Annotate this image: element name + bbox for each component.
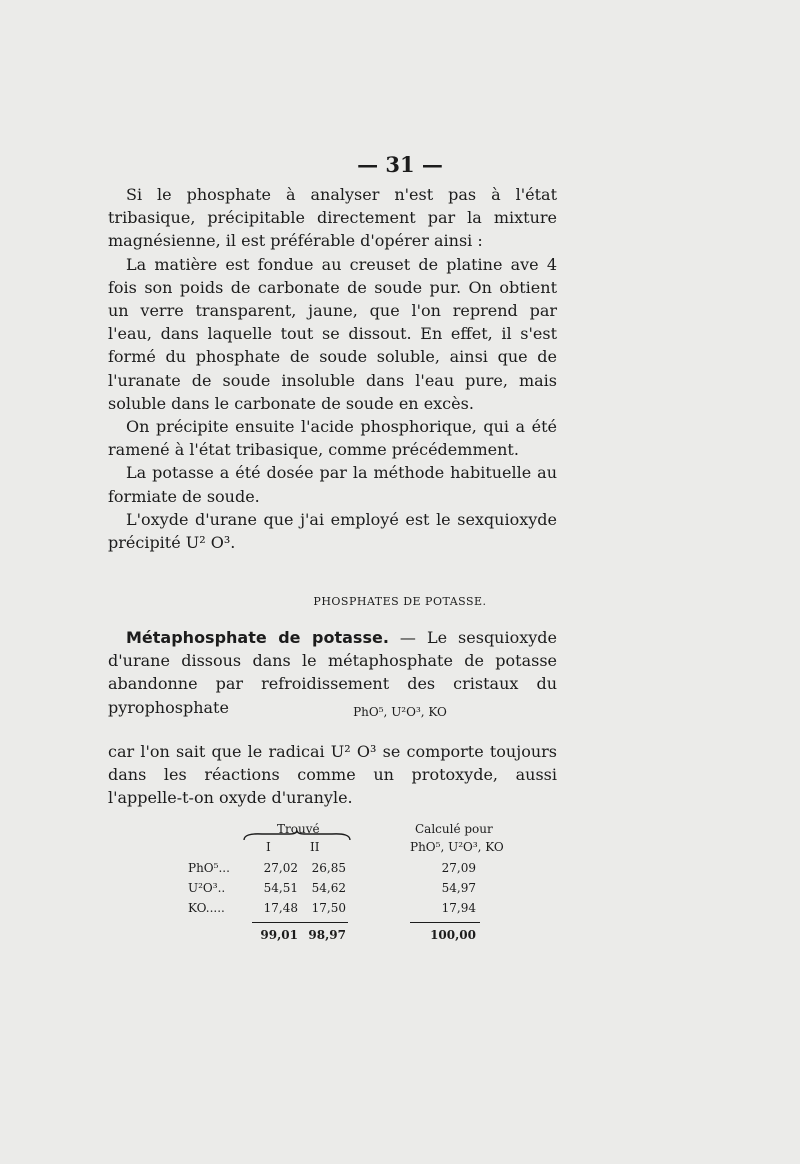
cell-ii: 26,85 bbox=[311, 861, 346, 875]
page-number: — 31 — bbox=[357, 152, 443, 177]
trouve-label: Trouvé bbox=[277, 822, 320, 836]
paragraph-2: La matière est fondue au creuset de platine ave 4 fois son poids de carbonate de soude pur. On obtient un verre transparent, jaune, que l'on reprend par l'eau, dans laquelle tout se dissout. En effet, il s'est formé du phosphate de soude soluble, ainsi que de l'uranate de soude insoluble dans l'eau pure, mais soluble dans le carbonate de soude en excès. bbox=[108, 254, 557, 413]
metaphosphate-title: Métaphosphate de potasse. bbox=[126, 628, 389, 647]
cell-calc: 27,09 bbox=[441, 861, 476, 875]
section-heading: PHOSPHATES DE POTASSE. bbox=[313, 595, 487, 608]
metaphosphate-text: — Le sesquioxyde d'urane dissous dans le métaphosphate de potasse abandonne par refroidissement des cristaux du pyrophosphate bbox=[108, 628, 558, 717]
total-calc: 100,00 bbox=[430, 928, 476, 942]
body-text bbox=[108, 183, 557, 554]
cell-i: 27,02 bbox=[263, 861, 298, 875]
paragraph-4: La potasse a été dosée par la méthode habituelle au formiate de soude. bbox=[108, 463, 557, 506]
paragraph-1: Si le phosphate à analyser n'est pas à l'état tribasique, précipitable directement par la mixture magnésienne, il est préférable d'opérer ainsi : bbox=[108, 185, 557, 251]
col-i-header: I bbox=[266, 840, 271, 854]
brace-icon bbox=[242, 830, 352, 842]
paragraph-3: On précipite ensuite l'acide phosphorique, qui a été ramené à l'état tribasique, comme précédemment. bbox=[108, 417, 557, 460]
row-label: KO..... bbox=[188, 901, 225, 915]
total-rule bbox=[410, 922, 480, 923]
paragraph-after-text: car l'on sait que le radicai U² O³ se comporte toujours dans les réactions comme un protoxyde, aussi l'appelle-t-on oxyde d'uranyle. bbox=[108, 742, 557, 808]
formula: PhO⁵, U²O³, KO bbox=[353, 705, 447, 719]
calcule-formula: PhO⁵, U²O³, KO bbox=[410, 840, 504, 854]
paragraph-after-formula bbox=[108, 740, 557, 810]
cell-ii: 17,50 bbox=[311, 901, 346, 915]
cell-calc: 54,97 bbox=[441, 881, 476, 895]
calcule-label: Calculé pour bbox=[415, 822, 493, 836]
total-i: 99,01 bbox=[260, 928, 298, 942]
paragraph-5: L'oxyde d'urane que j'ai employé est le sexquioxyde précipité U² O³. bbox=[108, 509, 557, 553]
row-label: PhO⁵... bbox=[188, 861, 230, 875]
cell-ii: 54,62 bbox=[311, 881, 346, 895]
col-ii-header: II bbox=[310, 840, 320, 854]
cell-calc: 17,94 bbox=[441, 901, 476, 915]
cell-i: 17,48 bbox=[263, 901, 298, 915]
total-ii: 98,97 bbox=[308, 928, 346, 942]
total-rule bbox=[252, 922, 348, 923]
cell-i: 54,51 bbox=[263, 881, 298, 895]
row-label: U²O³.. bbox=[188, 881, 226, 895]
